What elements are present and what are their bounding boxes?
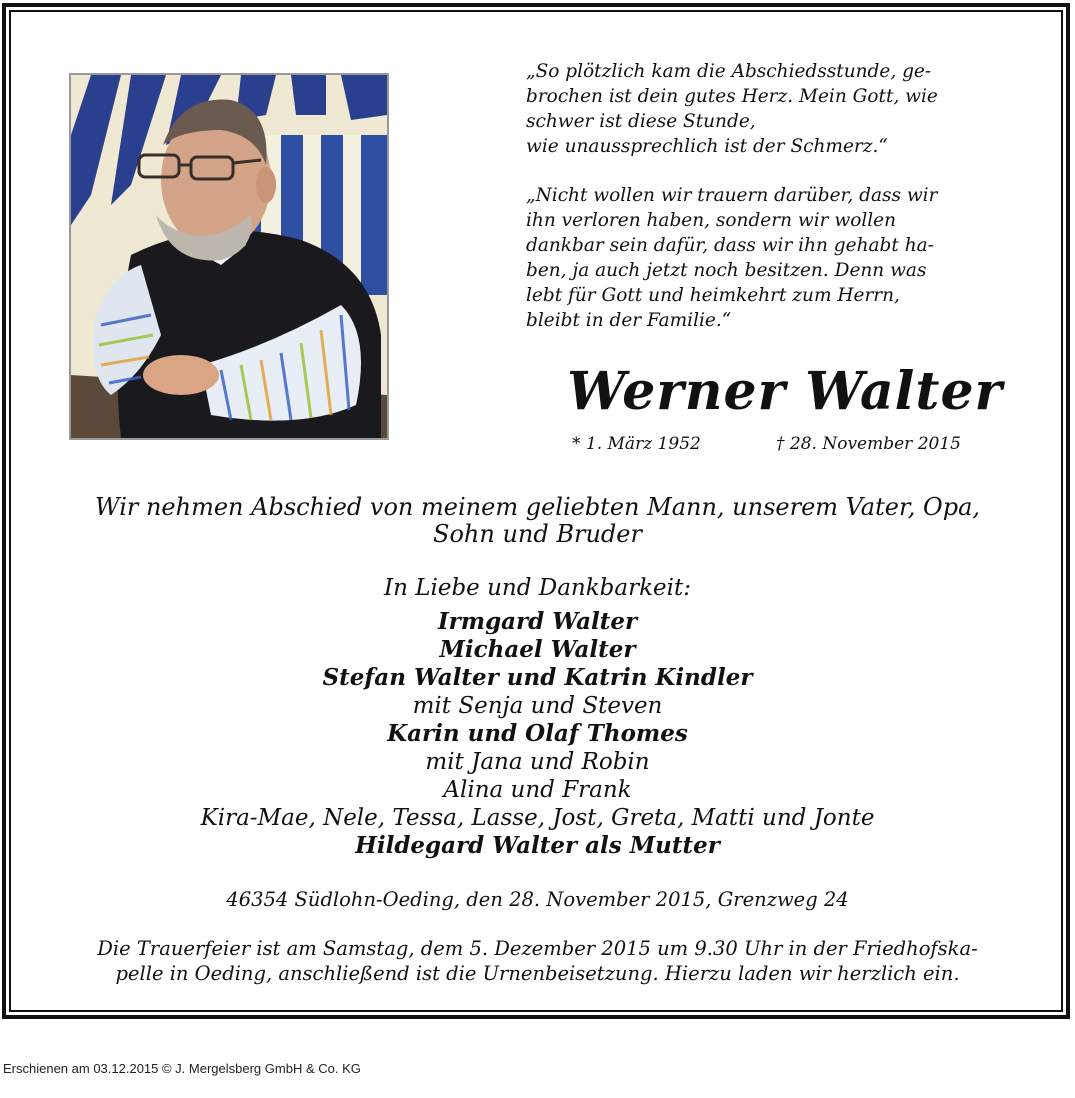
farewell-line: Sohn und Bruder [433, 520, 642, 548]
service-info [30, 936, 1045, 986]
service-line: pelle in Oeding, anschließend ist die Urnenbeisetzung. Hierzu laden wir herzlich ein. [115, 962, 960, 985]
farewell-line: Wir nehmen Abschied von meinem geliebten Mann, unserem Vater, Opa, [94, 493, 981, 521]
quote-line: bleibt in der Familie.“ [526, 310, 732, 331]
quote-line: dankbar sein dafür, dass wir ihn gehabt ha- [526, 235, 934, 256]
signers-list [30, 608, 1045, 860]
quote-line: lebt für Gott und heimkehrt zum Herrn, [526, 285, 900, 306]
signer: Kira-Mae, Nele, Tessa, Lasse, Jost, Greta, Matti und Jonte [200, 805, 875, 831]
quote-line: „So plötzlich kam die Abschiedsstunde, ge- [526, 61, 932, 82]
signer: Alina und Frank [443, 777, 632, 803]
signer: mit Jana und Robin [425, 749, 650, 775]
signer: Hildegard Walter als Mutter [355, 832, 720, 859]
quote-line: ihn verloren haben, sondern wir wollen [526, 210, 897, 231]
quote-line: schwer ist diese Stunde, [526, 111, 756, 132]
love-line: In Liebe und Dankbarkeit: [384, 575, 691, 601]
signer: Michael Walter [439, 636, 636, 663]
signer: Karin und Olaf Thomes [387, 720, 688, 747]
death-date: † 28. November 2015 [776, 434, 961, 454]
service-line: Die Trauerfeier ist am Samstag, dem 5. Dezember 2015 um 9.30 Uhr in der Friedhofska- [97, 937, 978, 960]
deceased-name: Werner Walter [567, 361, 1003, 422]
signer: mit Senja und Steven [412, 693, 663, 719]
portrait-photo [69, 73, 389, 440]
quote-2 [526, 183, 1024, 333]
farewell-text [30, 494, 1045, 548]
place-date: 46354 Südlohn-Oeding, den 28. November 2015, Grenzweg 24 [226, 888, 849, 911]
quote-line: „Nicht wollen wir trauern darüber, dass wir [526, 185, 938, 206]
quote-1 [526, 59, 1024, 159]
signer: Stefan Walter und Katrin Kindler [322, 664, 753, 691]
quote-line: brochen ist dein gutes Herz. Mein Gott, wie [526, 86, 938, 107]
birth-date: * 1. März 1952 [572, 434, 701, 454]
quote-line: wie unaussprechlich ist der Schmerz.“ [526, 136, 888, 157]
signer: Irmgard Walter [437, 608, 638, 635]
quote-line: ben, ja auch jetzt noch besitzen. Denn was [526, 260, 927, 281]
publication-footer: Erschienen am 03.12.2015 © J. Mergelsberg GmbH & Co. KG [3, 1061, 361, 1076]
